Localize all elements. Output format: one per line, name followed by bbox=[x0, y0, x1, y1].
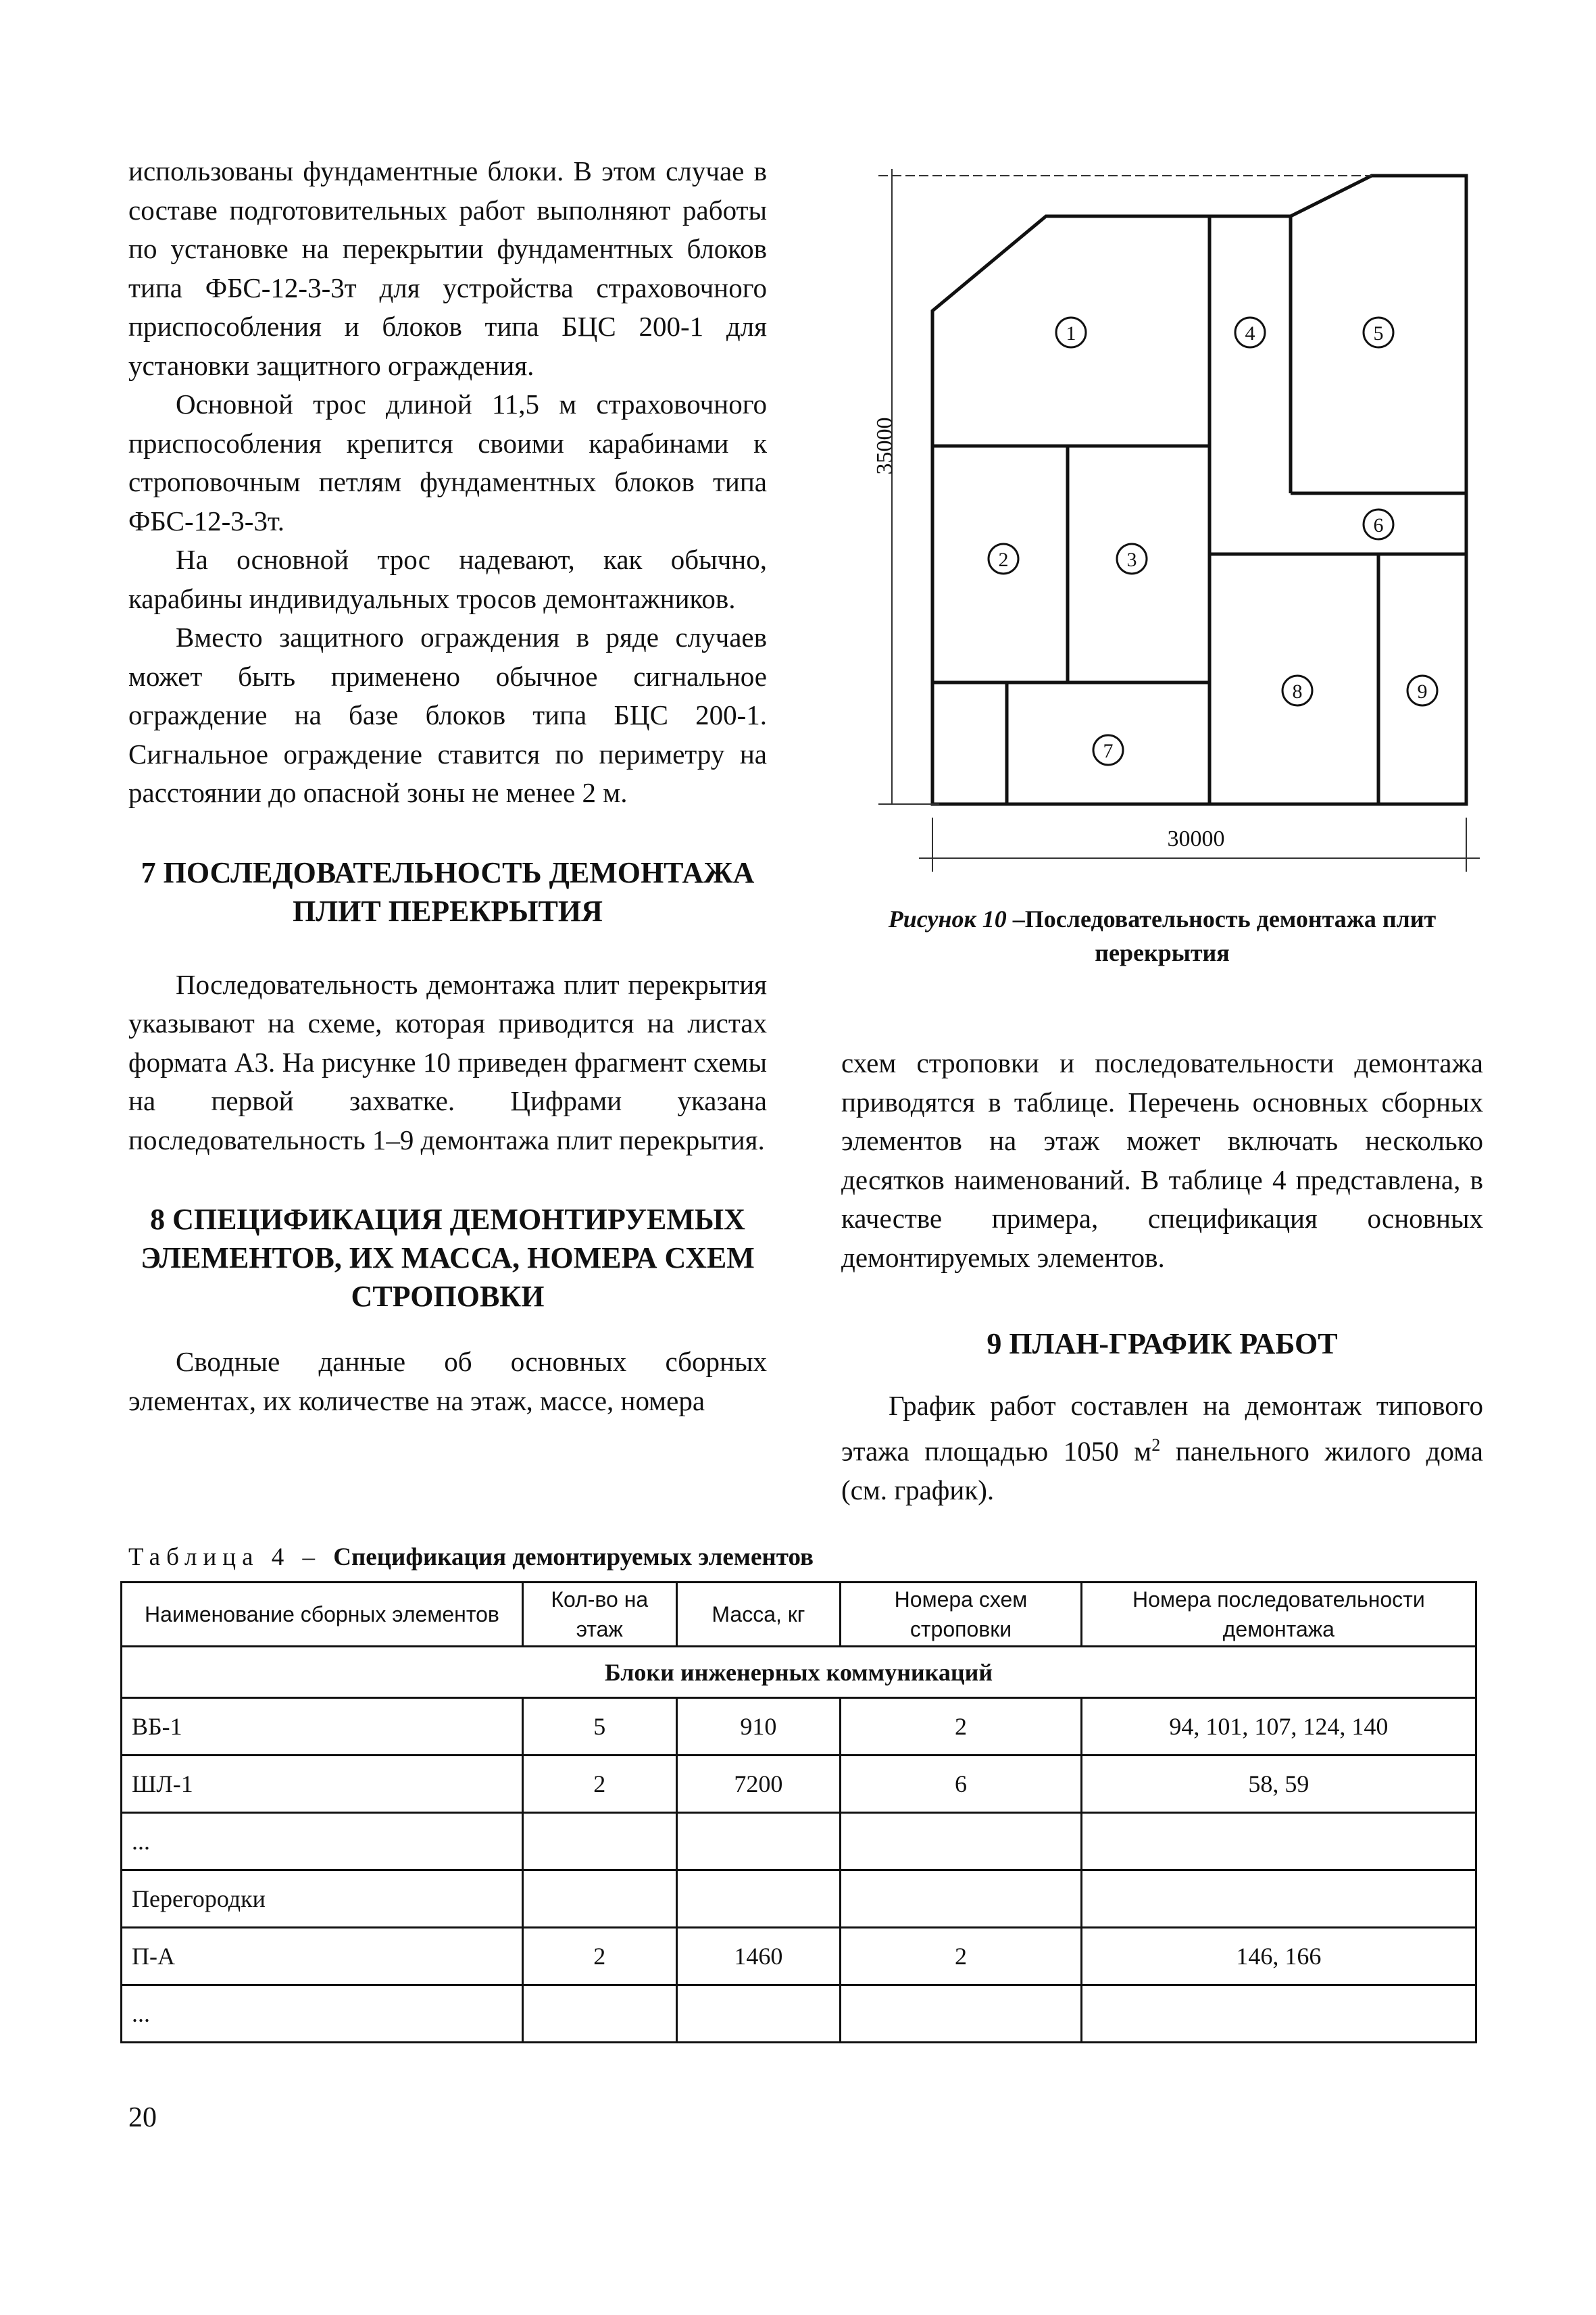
table-row bbox=[122, 1985, 1476, 2043]
cell-mass: 910 bbox=[676, 1698, 841, 1756]
cell-name: ... bbox=[122, 1813, 523, 1870]
panel-number-8: 8 bbox=[1292, 680, 1303, 703]
section-heading-8: 8 СПЕЦИФИКАЦИЯ ДЕМОНТИРУЕМЫХ ЭЛЕМЕНТОВ, ИХ МАССА, НОМЕРА СХЕМ СТРОПОВКИ bbox=[141, 1203, 755, 1313]
cell-sequence: 94, 101, 107, 124, 140 bbox=[1081, 1698, 1476, 1756]
cell-name: ВБ-1 bbox=[122, 1698, 523, 1756]
header-cell: Наименование сборных элементов bbox=[122, 1583, 523, 1647]
paragraph: схем строповки и последовательности демонтажа приводятся в таблице. Перечень основных сборных элементов на этаж может включать несколько десятков наименований. В таблице 4 представлена, в качестве примера, спецификация основных демонтируемых элементов. bbox=[841, 1047, 1483, 1273]
header-cell: Номера последовательности демонтажа bbox=[1081, 1583, 1476, 1647]
cell-scheme: 6 bbox=[841, 1756, 1081, 1813]
cell-qty: 5 bbox=[522, 1698, 676, 1756]
table-row bbox=[122, 1928, 1476, 1985]
cell-sequence bbox=[1081, 1985, 1476, 2043]
dimension-vertical: 35000 bbox=[872, 417, 897, 475]
cell-name: ... bbox=[122, 1985, 523, 2043]
cell-sequence bbox=[1081, 1813, 1476, 1870]
cell-sequence bbox=[1081, 1870, 1476, 1928]
cell-scheme bbox=[841, 1813, 1081, 1870]
cell-qty: 2 bbox=[522, 1928, 676, 1985]
table-row bbox=[122, 1870, 1476, 1928]
panel-number-7: 7 bbox=[1103, 740, 1114, 762]
section-heading-9: 9 ПЛАН-ГРАФИК РАБОТ bbox=[987, 1327, 1338, 1360]
paragraph: Вместо защитного ограждения в ряде случаев может быть применено обычное сигнальное ограждение на базе блоков типа БЦС 200-1. Сигнальное ограждение ставится по периметру на расстоянии до опасной зоны не менее 2 м. bbox=[128, 622, 767, 808]
cell-name: П-А bbox=[122, 1928, 523, 1985]
table-row bbox=[122, 1756, 1476, 1813]
specification-table bbox=[120, 1581, 1477, 2043]
text-run: панельного жилого дома (см. график). bbox=[841, 1435, 1483, 1505]
panel-number-6: 6 bbox=[1373, 514, 1384, 537]
paragraph bbox=[841, 1387, 1483, 1510]
cell-scheme: 2 bbox=[841, 1698, 1081, 1756]
cell-qty: 2 bbox=[522, 1756, 676, 1813]
cell-mass bbox=[676, 1813, 841, 1870]
table-group-row bbox=[122, 1647, 1476, 1698]
cell-sequence: 58, 59 bbox=[1081, 1756, 1476, 1813]
group-cell: Блоки инженерных коммуникаций bbox=[122, 1647, 1476, 1698]
section-heading-7: 7 ПОСЛЕДОВАТЕЛЬНОСТЬ ДЕМОНТАЖА ПЛИТ ПЕРЕКРЫТИЯ bbox=[141, 855, 755, 928]
page-number: 20 bbox=[128, 2102, 157, 2133]
paragraph: Сводные данные об основных сборных элементах, их количестве на этаж, массе, номера bbox=[128, 1346, 767, 1416]
cell-scheme: 2 bbox=[841, 1928, 1081, 1985]
cell-sequence: 146, 166 bbox=[1081, 1928, 1476, 1985]
paragraph: использованы фундаментные блоки. В этом случае в составе подготовительных работ выполняют работы по установке на перекрытии фундаментных блоков типа ФБС-12-3-3т для устройства страховочного приспособления и блоков типа БЦС 200-1 для установки защитного ограждения. bbox=[128, 155, 767, 381]
table-title-text: Спецификация демонтируемых элементов bbox=[333, 1543, 814, 1571]
panel-number-3: 3 bbox=[1126, 549, 1137, 571]
cell-mass bbox=[676, 1985, 841, 2043]
panel-layout-diagram bbox=[851, 155, 1487, 905]
right-column bbox=[841, 1044, 1483, 1510]
cell-qty bbox=[522, 1813, 676, 1870]
cell-qty bbox=[522, 1870, 676, 1928]
panel-number-1: 1 bbox=[1066, 322, 1076, 345]
paragraph: На основной трос надевают, как обычно, карабины индивидуальных тросов демонтажников. bbox=[128, 544, 767, 614]
caption-text: –Последовательность демонтажа плит перекрытия bbox=[1006, 905, 1437, 966]
cell-mass: 7200 bbox=[676, 1756, 841, 1813]
cell-mass: 1460 bbox=[676, 1928, 841, 1985]
panel-number-4: 4 bbox=[1245, 322, 1255, 345]
panel-number-9: 9 bbox=[1417, 680, 1428, 703]
header-cell: Номера схем строповки bbox=[841, 1583, 1081, 1647]
text-run: График работ составлен на демонтаж типового этажа площадью 1050 м bbox=[841, 1390, 1483, 1467]
panel-number-5: 5 bbox=[1373, 322, 1384, 345]
header-cell: Кол-во на этаж bbox=[522, 1583, 676, 1647]
cell-scheme bbox=[841, 1870, 1081, 1928]
table-header-row bbox=[122, 1583, 1476, 1647]
dimension-horizontal: 30000 bbox=[1167, 826, 1225, 851]
table-row bbox=[122, 1813, 1476, 1870]
table-row bbox=[122, 1698, 1476, 1756]
header-cell: Масса, кг bbox=[676, 1583, 841, 1647]
cell-scheme bbox=[841, 1985, 1081, 2043]
table-title-prefix: Таблица 4 – bbox=[128, 1543, 334, 1571]
paragraph: Последовательность демонтажа плит перекрытия указывают на схеме, которая приводится на листах формата А3. На рисунке 10 приведен фрагмент схемы на первой захватке. Цифрами указана последовательность 1–9 демонтажа плит перекрытия. bbox=[128, 968, 767, 1155]
panel-number-2: 2 bbox=[998, 549, 1009, 571]
cell-name: Перегородки bbox=[122, 1870, 523, 1928]
left-column bbox=[128, 152, 767, 1420]
cell-mass bbox=[676, 1870, 841, 1928]
figure-caption bbox=[841, 902, 1483, 970]
cell-qty bbox=[522, 1985, 676, 2043]
paragraph: Основной трос длиной 11,5 м страховочного приспособления крепится своими карабинами к строповочным петлям фундаментных блоков типа ФБС-12-3-3т. bbox=[128, 389, 767, 537]
caption-label: Рисунок 10 bbox=[888, 905, 1007, 932]
figure-panel-layout bbox=[851, 155, 1487, 905]
floor-outline bbox=[932, 176, 1466, 804]
superscript: 2 bbox=[1151, 1435, 1161, 1455]
cell-name: ШЛ-1 bbox=[122, 1756, 523, 1813]
table-title bbox=[128, 1543, 814, 1572]
